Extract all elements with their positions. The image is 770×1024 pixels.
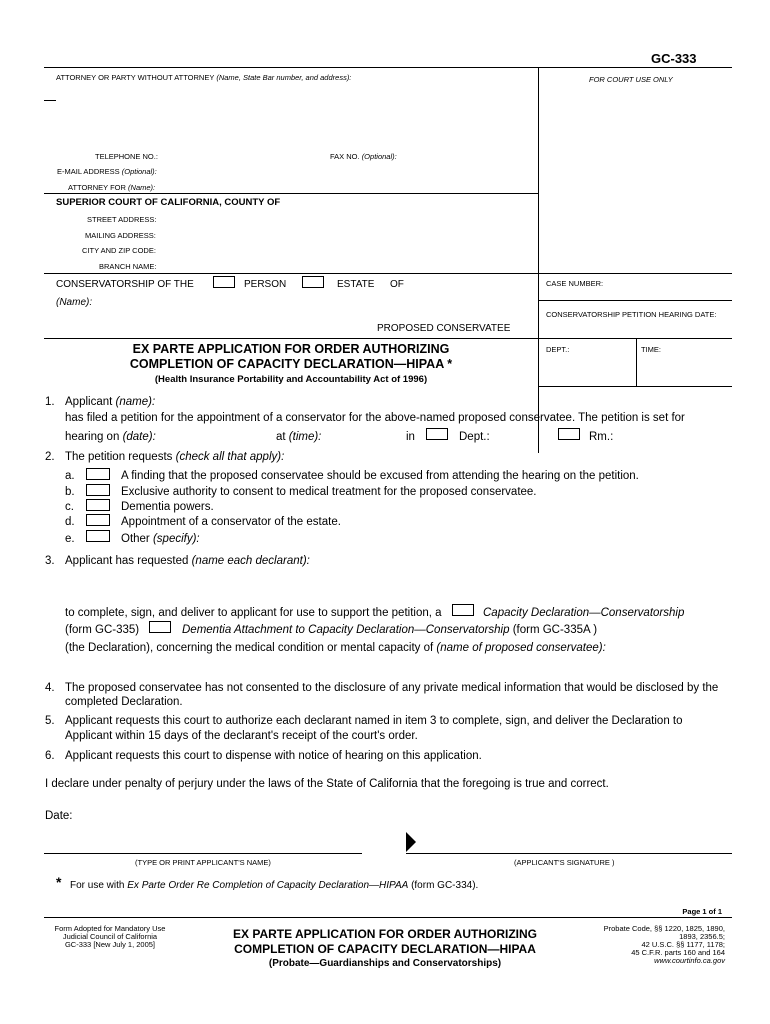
email-label: E-MAIL ADDRESS (Optional): [57, 167, 157, 176]
item2a-text: A finding that the proposed conservatee should be excused from attending the hearing on the petition. [121, 470, 639, 482]
item1-text: has filed a petition for the appointment of a conservator for the above-named proposed conservatee. The petition is set for [65, 412, 685, 424]
adopted-line-2: Judicial Council of California [62, 932, 158, 941]
type-name-label: (TYPE OR PRINT APPLICANT'S NAME) [135, 858, 271, 867]
hearing-date-label: CONSERVATORSHIP PETITION HEARING DATE: [546, 310, 717, 319]
item2c-checkbox[interactable] [86, 499, 110, 511]
item1-hearing-on: hearing on (date): [65, 431, 156, 443]
proposed-conservatee-label: PROPOSED CONSERVATEE [377, 323, 511, 334]
item2b-text: Exclusive authority to consent to medical treatment for the proposed conservatee. [121, 486, 537, 498]
time-label: TIME: [641, 345, 661, 354]
item2c-text: Dementia powers. [121, 501, 214, 513]
item2d-checkbox[interactable] [86, 514, 110, 526]
footnote-star: * [56, 874, 62, 890]
city-zip-label: CITY AND ZIP CODE: [82, 246, 156, 255]
name-hint: (Name): [56, 297, 93, 308]
court-use-label: FOR COURT USE ONLY [589, 75, 673, 84]
code-line-2: 1893, 2356.5; [679, 932, 725, 941]
case-rule [44, 273, 732, 274]
date-label: Date: [45, 810, 73, 822]
title-top-rule [44, 338, 538, 339]
item3-num: 3. [45, 555, 55, 567]
item4-line1: The proposed conservatee has not consented to the disclosure of any private medical information that would be disclosed by the [65, 682, 719, 694]
item2-lead: The petition requests (check all that apply): [65, 451, 285, 463]
code-line-1: Probate Code, §§ 1220, 1825, 1890, [603, 924, 725, 933]
signature-line[interactable] [406, 853, 732, 854]
item6-text: Applicant requests this court to dispense with notice of hearing on this application. [65, 750, 482, 762]
footer-title-1: EX PARTE APPLICATION FOR ORDER AUTHORIZING [232, 927, 537, 941]
attorney-for-label: ATTORNEY FOR (Name): [68, 183, 156, 192]
footer-rule [44, 917, 732, 918]
item2b-letter: b. [65, 486, 75, 498]
item1-dept-checkbox[interactable] [426, 428, 448, 440]
capacity-decl-label: Capacity Declaration—Conservatorship [483, 607, 685, 619]
hearing-date-rule [538, 338, 732, 339]
item1-rm-checkbox[interactable] [558, 428, 580, 440]
person-label: PERSON [244, 279, 287, 290]
courtinfo-link[interactable]: www.courtinfo.ca.gov [654, 956, 725, 965]
footnote-text: For use with Ex Parte Order Re Completion of Capacity Declaration—HIPAA (form GC-334). [70, 880, 479, 891]
item3-line-c: (the Declaration), concerning the medical condition or mental capacity of (name of proposed conservatee): [65, 642, 606, 654]
estate-checkbox[interactable] [302, 276, 324, 288]
item2e-text: Other (specify): [121, 533, 200, 545]
header-top-rule [44, 67, 732, 68]
signature-arrow-icon [406, 832, 416, 852]
form-335-label: (form GC-335) [65, 624, 140, 636]
branch-label: BRANCH NAME: [99, 262, 157, 271]
item2e-letter: e. [65, 533, 75, 545]
title-line-1: EX PARTE APPLICATION FOR ORDER AUTHORIZING [132, 342, 450, 356]
conservatorship-of-the: CONSERVATORSHIP OF THE [56, 279, 194, 290]
item2e-checkbox[interactable] [86, 530, 110, 542]
footer-title-2: COMPLETION OF CAPACITY DECLARATION—HIPAA [234, 942, 536, 956]
item1-rm: Rm.: [589, 431, 614, 443]
declaration-text: I declare under penalty of perjury under the laws of the State of California that the foregoing is true and correct. [45, 778, 609, 790]
court-use-divider [538, 67, 539, 453]
item3-line-a: to complete, sign, and deliver to applicant for use to support the petition, a [65, 607, 442, 619]
estate-label: ESTATE [337, 279, 375, 290]
form-number: GC-333 [651, 51, 697, 66]
case-number-rule [538, 300, 732, 301]
title-line-3: (Health Insurance Portability and Accountability Act of 1996) [154, 374, 428, 385]
item2-num: 2. [45, 451, 55, 463]
item2b-checkbox[interactable] [86, 484, 110, 496]
adopted-line-3: GC-333 [New July 1, 2005] [64, 940, 156, 949]
name-line[interactable] [44, 853, 362, 854]
item5-line1: Applicant requests this court to authorize each declarant named in item 3 to complete, sign, and deliver the Declaration to [65, 715, 683, 727]
court-rule [44, 193, 538, 194]
item1-applicant: Applicant (name): [65, 396, 156, 408]
attorney-label: ATTORNEY OR PARTY WITHOUT ATTORNEY (Name, State Bar number, and address): [56, 73, 352, 82]
item3-lead: Applicant has requested (name each declarant): [65, 555, 310, 567]
item2a-checkbox[interactable] [86, 468, 110, 480]
dementia-attach-checkbox[interactable] [149, 621, 171, 633]
item2c-letter: c. [65, 501, 74, 513]
fax-label: FAX NO. (Optional): [330, 152, 397, 161]
item5-line2: Applicant within 15 days of the declarant's receipt of the court's order. [65, 730, 418, 742]
telephone-label: TELEPHONE NO.: [95, 152, 158, 161]
capacity-decl-checkbox[interactable] [452, 604, 474, 616]
item1-in: in [406, 431, 415, 443]
signature-label: (APPLICANT'S SIGNATURE ) [514, 858, 615, 867]
title-line-2: COMPLETION OF CAPACITY DECLARATION—HIPAA * [129, 357, 453, 371]
mailing-label: MAILING ADDRESS: [85, 231, 156, 240]
of-label: OF [390, 279, 404, 290]
item4-num: 4. [45, 682, 55, 694]
dept-bottom-rule [538, 386, 732, 387]
dept-time-divider [636, 338, 637, 386]
dept-label: DEPT.: [546, 345, 570, 354]
item6-num: 6. [45, 750, 55, 762]
item4-line2: completed Declaration. [65, 696, 183, 708]
case-number-label: CASE NUMBER: [546, 279, 604, 288]
item2d-text: Appointment of a conservator of the estate. [121, 516, 341, 528]
code-line-4: 45 C.F.R. parts 160 and 164 [631, 948, 725, 957]
page-count: Page 1 of 1 [682, 907, 722, 916]
dementia-attach-label: Dementia Attachment to Capacity Declaration—Conservatorship (form GC-335A ) [182, 624, 598, 636]
item5-num: 5. [45, 715, 55, 727]
item1-num: 1. [45, 396, 55, 408]
item2a-letter: a. [65, 470, 75, 482]
footer-title-3: (Probate—Guardianships and Conservatorships) [268, 958, 502, 969]
attorney-mark [44, 100, 56, 101]
code-line-3: 42 U.S.C. §§ 1177, 1178; [641, 940, 725, 949]
court-title: SUPERIOR COURT OF CALIFORNIA, COUNTY OF [56, 197, 281, 208]
item1-at: at (time): [276, 431, 322, 443]
street-label: STREET ADDRESS: [87, 215, 157, 224]
adopted-line-1: Form Adopted for Mandatory Use [54, 924, 166, 933]
item2d-letter: d. [65, 516, 75, 528]
person-checkbox[interactable] [213, 276, 235, 288]
item1-dept: Dept.: [459, 431, 490, 443]
